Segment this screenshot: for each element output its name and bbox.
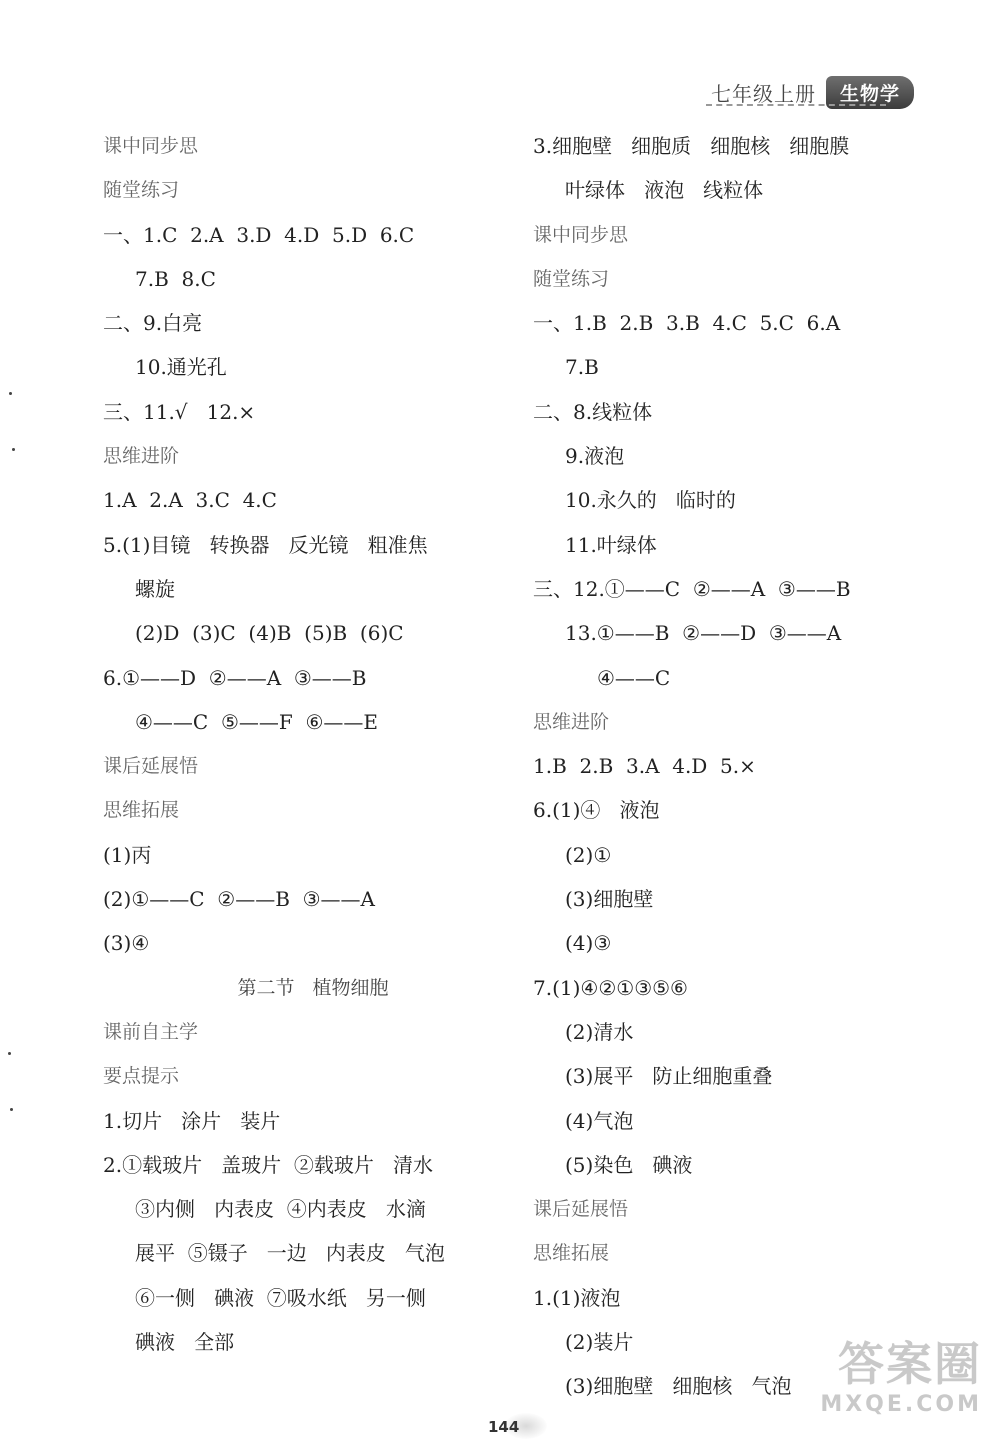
answer-line: 3.细胞壁 细胞质 细胞核 细胞膜 bbox=[533, 134, 850, 158]
scan-speck bbox=[12, 448, 15, 451]
answer-line: ③内侧 内表皮 ④内表皮 水滴 bbox=[135, 1197, 426, 1222]
section-heading: 随堂练习 bbox=[103, 179, 180, 202]
left-column bbox=[103, 124, 503, 1364]
chapter-title: 第二节 植物细胞 bbox=[237, 976, 389, 999]
section-heading: 思维拓展 bbox=[533, 1242, 610, 1265]
header-divider bbox=[706, 104, 886, 106]
watermark bbox=[802, 1336, 982, 1446]
section-heading: 思维进阶 bbox=[103, 445, 180, 468]
section-heading: 思维拓展 bbox=[103, 799, 180, 822]
section-heading: 课中同步思 bbox=[533, 223, 629, 246]
right-column bbox=[533, 124, 933, 1409]
answer-line: (4)③ bbox=[565, 931, 612, 956]
answer-line: (2)D (3)C (4)B (5)B (6)C bbox=[135, 621, 404, 646]
answer-line: 7.B 8.C bbox=[135, 266, 216, 291]
answer-line: 1.A 2.A 3.C 4.C bbox=[103, 488, 277, 513]
answer-line: ④——C bbox=[597, 665, 671, 690]
answer-line: (3)展平 防止细胞重叠 bbox=[565, 1064, 773, 1089]
section-heading: 课前自主学 bbox=[103, 1020, 199, 1043]
answer-line: (5)染色 碘液 bbox=[565, 1152, 693, 1177]
answer-line: 二、9.白亮 bbox=[103, 311, 203, 336]
answer-line: 三、12.①——C ②——A ③——B bbox=[533, 576, 851, 601]
answer-line: ⑥一侧 碘液 ⑦吸水纸 另一侧 bbox=[135, 1285, 426, 1310]
answer-line: 10.通光孔 bbox=[135, 355, 227, 380]
answer-line: 6.(1)④ 液泡 bbox=[533, 798, 660, 823]
section-heading: 课后延展悟 bbox=[103, 755, 199, 778]
watermark-url: MXQE.COM bbox=[820, 1392, 982, 1417]
answer-line: (2)清水 bbox=[565, 1019, 634, 1044]
answer-line: (3)④ bbox=[103, 931, 150, 956]
answer-line: 13.①——B ②——D ③——A bbox=[565, 621, 842, 646]
answer-line: 碘液 全部 bbox=[135, 1330, 235, 1355]
scan-speck bbox=[10, 1108, 13, 1111]
answer-line: (3)细胞壁 bbox=[565, 887, 654, 912]
answer-line: 叶绿体 液泡 线粒体 bbox=[565, 178, 764, 203]
answer-line: 1.(1)液泡 bbox=[533, 1285, 621, 1310]
section-heading: 思维进阶 bbox=[533, 710, 610, 733]
section-heading: 随堂练习 bbox=[533, 267, 610, 290]
answer-line: (2)① bbox=[565, 842, 612, 867]
answer-line: 9.液泡 bbox=[565, 444, 625, 469]
answer-line: (2)装片 bbox=[565, 1330, 634, 1355]
answer-line: 10.永久的 临时的 bbox=[565, 488, 736, 513]
answer-line: 1.B 2.B 3.A 4.D 5.× bbox=[533, 754, 756, 779]
answer-line: (3)细胞壁 细胞核 气泡 bbox=[565, 1374, 792, 1399]
answer-line: 螺旋 bbox=[135, 576, 175, 601]
answer-line: 1.切片 涂片 装片 bbox=[103, 1108, 281, 1133]
answer-line: (1)丙 bbox=[103, 842, 152, 867]
scan-speck bbox=[8, 1052, 11, 1055]
answer-line: 三、11.√ 12.× bbox=[103, 399, 256, 424]
answer-line: 6.①——D ②——A ③——B bbox=[103, 665, 367, 690]
answer-line: 7.B bbox=[565, 355, 599, 380]
answer-line: 2.①载玻片 盖玻片 ②载玻片 清水 bbox=[103, 1152, 433, 1177]
subject-badge: 生物学 bbox=[826, 76, 914, 109]
answer-line: (2)①——C ②——B ③——A bbox=[103, 887, 375, 912]
answer-line: 一、1.C 2.A 3.D 4.D 5.D 6.C bbox=[103, 222, 415, 247]
section-heading: 课中同步思 bbox=[103, 135, 199, 157]
answer-line: 展平 ⑤镊子 一边 内表皮 气泡 bbox=[135, 1241, 445, 1266]
grade-label: 七年级上册 bbox=[710, 81, 816, 106]
answer-line: 11.叶绿体 bbox=[565, 532, 657, 557]
section-heading: 课后延展悟 bbox=[533, 1198, 629, 1221]
answer-line: (4)气泡 bbox=[565, 1108, 634, 1133]
page-number: 144 bbox=[488, 1418, 520, 1436]
answer-line: 5.(1)目镜 转换器 反光镜 粗准焦 bbox=[103, 532, 428, 557]
answer-line: 二、8.线粒体 bbox=[533, 399, 653, 424]
scan-speck bbox=[9, 392, 12, 395]
answer-line: 一、1.B 2.B 3.B 4.C 5.C 6.A bbox=[533, 311, 841, 336]
section-heading: 要点提示 bbox=[103, 1065, 180, 1088]
watermark-logo-text: 答案圈 bbox=[838, 1337, 982, 1391]
answer-line: ④——C ⑤——F ⑥——E bbox=[135, 709, 378, 734]
answer-line: 7.(1)④②①③⑤⑥ bbox=[533, 975, 688, 1000]
